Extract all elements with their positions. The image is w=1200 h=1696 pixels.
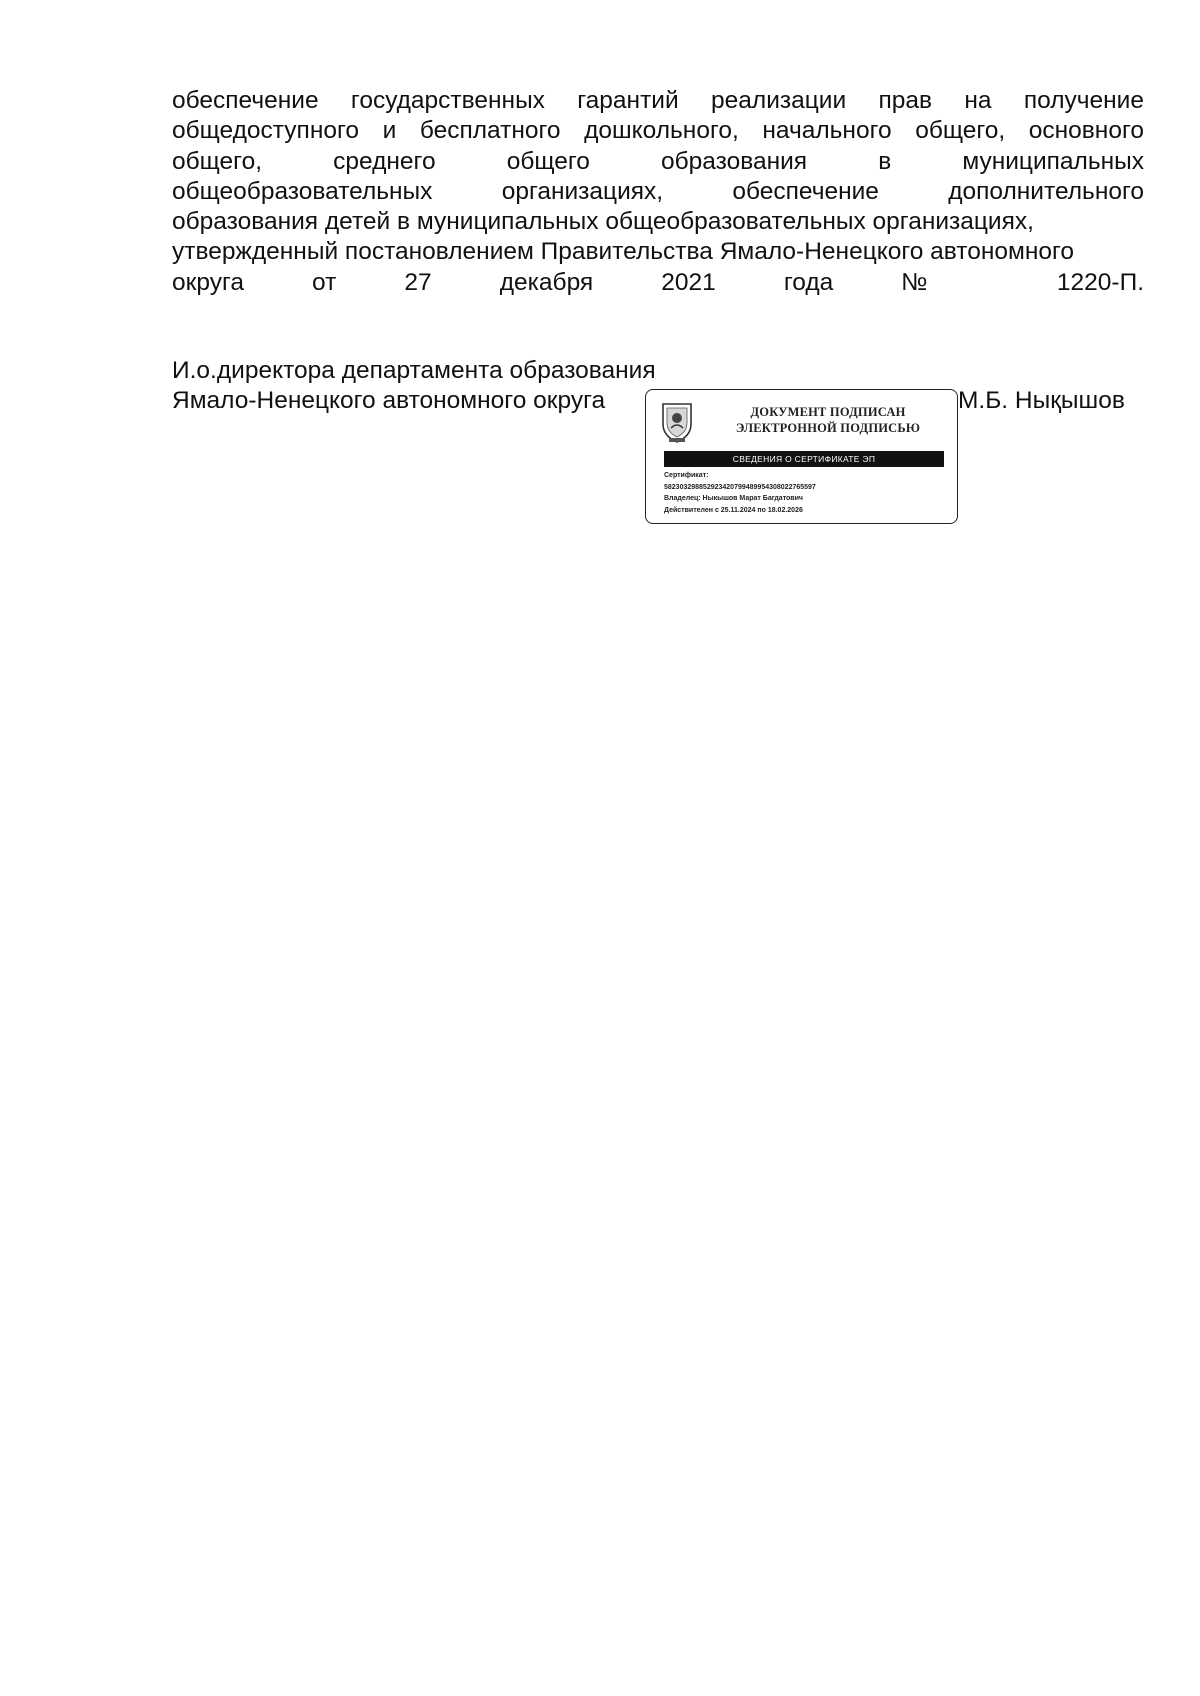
stamp-certificate-info	[664, 470, 948, 516]
body-line-6: утвержденный постановлением Правительства Ямало-Ненецкого автономного	[172, 238, 1075, 266]
stamp-title	[706, 404, 950, 436]
body-line-2: общедоступного и бесплатного дошкольного, начального общего, основного	[172, 117, 1144, 145]
signer-position-line-2: Ямало-Ненецкого автономного округа	[172, 387, 606, 415]
body-line-3: общего, среднего общего образования в муниципальных	[172, 147, 1144, 175]
stamp-owner: Владелец: Ныкышов Марат Багдатович	[664, 495, 803, 502]
body-line-7: округа от 27 декабря 2021 года № 1220-П.	[172, 268, 1144, 296]
stamp-title-line-1: ДОКУМЕНТ ПОДПИСАН	[750, 405, 906, 419]
body-line-5: образования детей в муниципальных общеобразовательных организациях,	[172, 208, 1034, 236]
stamp-validity: Действителен с 25.11.2024 по 18.02.2026	[664, 506, 803, 514]
signer-position-line-1: И.о.директора департамента образования	[172, 357, 656, 384]
coat-of-arms-icon	[659, 400, 695, 444]
body-line-1: обеспечение государственных гарантий реализации прав на получение	[172, 87, 1144, 114]
stamp-title-line-2: ЭЛЕКТРОННОЙ ПОДПИСЬЮ	[735, 421, 921, 435]
stamp-certificate-label: Сертификат:	[664, 472, 709, 479]
body-line-4: общеобразовательных организациях, обеспечение дополнительного	[172, 177, 1144, 205]
stamp-certificate-value: 582303298852923420799489954308022765597	[664, 483, 816, 491]
signer-name: М.Б. Нықышов	[958, 387, 1125, 414]
stamp-certificate-bar: СВЕДЕНИЯ О СЕРТИФИКАТЕ ЭП	[664, 451, 944, 467]
body-paragraph	[172, 86, 1144, 298]
electronic-signature-stamp	[645, 389, 958, 524]
